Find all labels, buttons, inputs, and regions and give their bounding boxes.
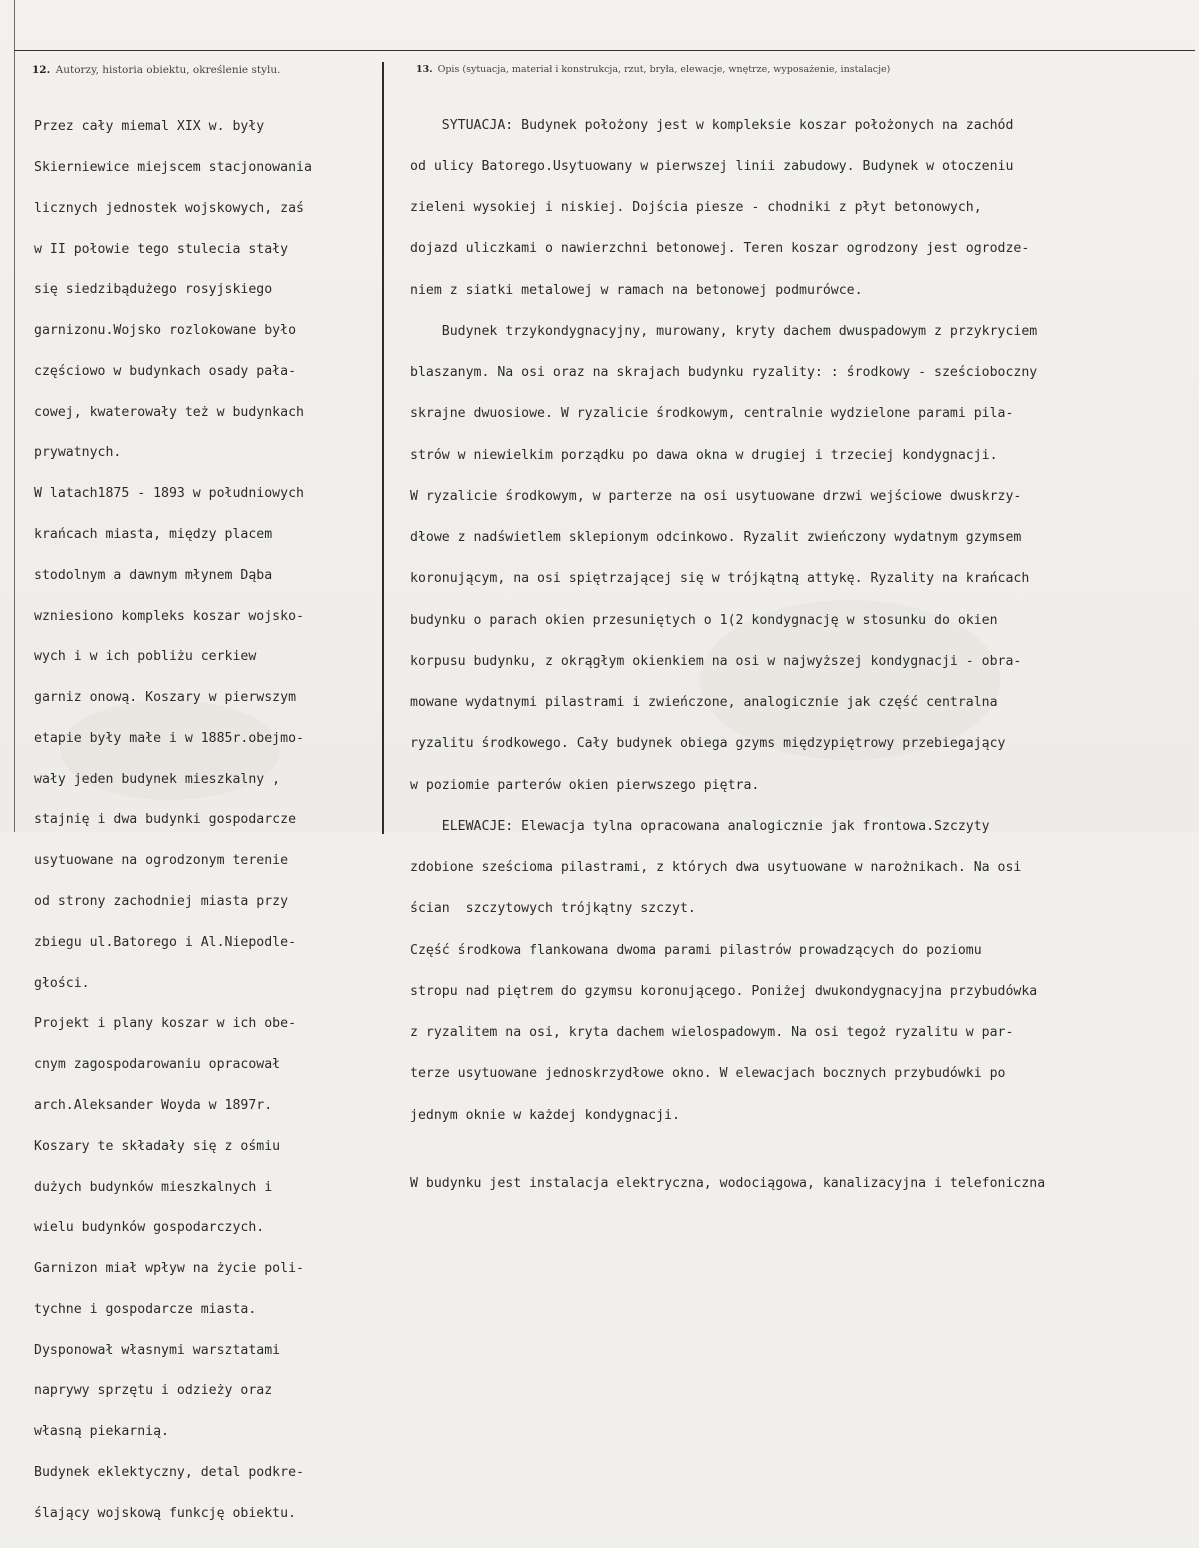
text-line: częściowo w budynkach osady pała- [34, 363, 297, 379]
text-line: dłowe z nadświetlem sklepionym odcinkowo. Ryzalit zwieńczony wydatnym gzymsem [410, 530, 1022, 545]
text-line: od ulicy Batorego.Usytuowany w pierwszej linii zabudowy. Budynek w otoczeniu [410, 158, 1014, 174]
text-line: garnizonu.Wojsko rozlokowane było [34, 323, 297, 339]
text-line: z ryzalitem na osi, kryta dachem wielospadowym. Na osi tegoż ryzalitu w par- [410, 1025, 1014, 1040]
text-line: W ryzalicie środkowym, w parterze na osi usytuowane drzwi wejściowe dwuskrzy- [410, 488, 1022, 504]
text-line: Budynek trzykondygnacyjny, murowany, kryty dachem dwuspadowym z przykryciem [410, 323, 1038, 339]
text-line: jednym oknie w każdej kondygnacji. [410, 1107, 680, 1123]
text-line: ślający wojskową funkcję obiektu. [34, 1505, 297, 1521]
text-line: SYTUACJA: Budynek położony jest w kompleksie koszar położonych na zachód [410, 117, 1014, 133]
text-line: etapie były małe i w 1885r.obejmo- [34, 730, 304, 746]
text-line: się siedzibądużego rosyjskiego [34, 282, 273, 298]
text-line: strów w niewielkim porządku po dawa okna w drugiej i trzeciej kondygnacji. [410, 447, 998, 463]
text-line: Skierniewice miejscem stacjonowania [34, 159, 312, 175]
text-line: zieleni wysokiej i niskiej. Dojścia piesze - chodniki z płyt betonowych, [410, 200, 982, 215]
text-line: w poziomie parterów okien pierwszego piętra. [410, 777, 760, 793]
text-line: cnym zagospodarowaniu opracował [34, 1057, 281, 1073]
text-line: W budynku jest instalacja elektryczna, wodociągowa, kanalizacyjna i telefoniczna [410, 1176, 1046, 1192]
section-number: 12. [32, 64, 51, 76]
text-line: ELEWACJE: Elewacja tylna opracowana analogicznie jak frontowa.Szczyty [410, 818, 990, 834]
text-line: usytuowane na ogrodzonym terenie [34, 853, 289, 869]
text-line: wały jeden budynek mieszkalny , [34, 771, 281, 787]
text-line: wych i w ich pobliżu cerkiew [34, 649, 257, 665]
text-line: naprywy sprzętu i odzieży oraz [34, 1383, 273, 1399]
text-line: zdobione sześcioma pilastrami, z których dwa usytuowane w narożnikach. Na osi [410, 860, 1022, 875]
description-typed-text [410, 91, 1045, 1219]
text-line: Garnizon miał wpływ na życie poli- [34, 1261, 304, 1277]
text-line: mowane wydatnymi pilastrami i zwieńczone, analogicznie jak część centralna [410, 695, 998, 710]
text-line: zbiegu ul.Batorego i Al.Niepodle- [34, 934, 297, 950]
section-12-header [32, 64, 280, 76]
text-line: Dysponował własnymi warsztatami [34, 1342, 281, 1358]
text-line: licznych jednostek wojskowych, zaś [34, 200, 304, 216]
text-line: korpusu budynku, z okrągłym okienkiem na osi w najwyższej kondygnacji - obra- [410, 653, 1022, 669]
text-line: wzniesiono kompleks koszar wojsko- [34, 608, 304, 624]
text-line: skrajne dwuosiowe. W ryzalicie środkowym, centralnie wydzielone parami pila- [410, 406, 1014, 422]
text-line: Budynek eklektyczny, detal podkre- [34, 1464, 304, 1480]
text-line: terze usytuowane jednoskrzydłowe okno. W elewacjach bocznych przybudówki po [410, 1066, 1006, 1082]
text-line: głości. [34, 975, 90, 991]
text-line: od strony zachodniej miasta przy [34, 894, 289, 910]
text-line: koronującym, na osi spiętrzającej się w trójkątną attykę. Ryzality na krańcach [410, 571, 1030, 587]
text-line: w II połowie tego stulecia stały [34, 241, 289, 257]
text-line: niem z siatki metalowej w ramach na betonowej podmurówce. [410, 282, 863, 298]
text-line: krańcach miasta, między placem [34, 527, 273, 542]
card-left-edge [14, 0, 15, 832]
text-line: stajnię i dwa budynki gospodarcze [34, 812, 297, 828]
text-line: arch.Aleksander Woyda w 1897r. [34, 1097, 273, 1113]
text-line: cowej, kwaterowały też w budynkach [34, 404, 304, 420]
text-line: dojazd uliczkami o nawierzchni betonowej. Teren koszar ogrodzony jest ogrodze- [410, 241, 1030, 257]
text-line: tychne i gospodarcze miasta. [34, 1301, 257, 1317]
section-13-header [416, 64, 890, 75]
text-line: własną piekarnią. [34, 1424, 169, 1440]
section-number: 13. [416, 64, 433, 75]
text-line: Koszary te składały się z ośmiu [34, 1138, 281, 1154]
text-line: dużych budynków mieszkalnych i [34, 1179, 273, 1195]
text-line: stodolnym a dawnym młynem Dąba [34, 567, 273, 583]
text-line: Przez cały miemal XIX w. były [34, 119, 265, 135]
text-line: blaszanym. Na osi oraz na skrajach budynku ryzality: : środkowy - sześcioboczny [410, 365, 1038, 380]
top-rule [14, 50, 1195, 51]
history-typed-text [34, 93, 312, 1548]
text-line: wielu budynków gospodarczych. [34, 1220, 265, 1236]
text-line: ryzalitu środkowego. Cały budynek obiega gzyms międzypiętrowy przebiegający [410, 736, 1006, 752]
text-line: stropu nad piętrem do gzymsu koronującego. Poniżej dwukondygnacyjna przybudówka [410, 983, 1038, 999]
column-divider [382, 62, 384, 834]
text-line: prywatnych. [34, 445, 122, 461]
section-label: Autorzy, historia obiektu, określenie stylu. [55, 64, 281, 76]
text-line: W latach1875 - 1893 w południowych [34, 486, 304, 502]
text-line: Część środkowa flankowana dwoma parami pilastrów prowadzących do poziomu [410, 942, 982, 958]
section-label: Opis (sytuacja, materiał i konstrukcja, rzut, bryła, elewacje, wnętrze, wyposażenie, instalacje) [437, 64, 891, 75]
text-line: garniz onową. Koszary w pierwszym [34, 690, 297, 706]
text-line: budynku o parach okien przesuniętych o 1(2 kondygnację w stosunku do okien [410, 612, 998, 628]
text-line: ścian szczytowych trójkątny szczyt. [410, 901, 696, 917]
text-line: Projekt i plany koszar w ich obe- [34, 1016, 297, 1032]
